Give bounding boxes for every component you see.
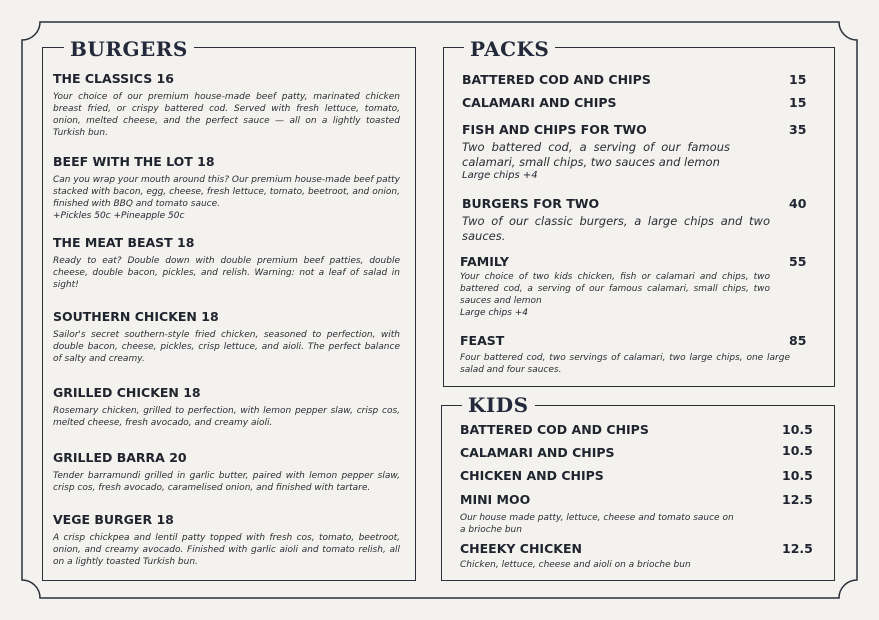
menu-item-grilled-barra	[53, 450, 400, 494]
menu-item-the-meat-beast	[53, 235, 400, 291]
item-price: 40	[789, 196, 807, 211]
item-name: BATTERED COD AND CHIPS	[462, 72, 651, 87]
item-name: FEAST	[460, 333, 505, 348]
packs-heading: PACKS	[464, 38, 555, 60]
item-name: BURGERS FOR TWO	[462, 196, 600, 211]
item-price: 12.5	[782, 541, 813, 556]
item-description: Ready to eat? Double down with double premium beef patties, double cheese, double bacon, pickles, and relish. Warning: not a leaf of salad in sight!	[53, 256, 400, 290]
item-price: 35	[789, 122, 807, 137]
item-name: MINI MOO	[460, 492, 531, 507]
pack-fish-and-chips-for-two	[462, 122, 730, 182]
kids-mini-moo	[460, 492, 735, 536]
item-description: Rosemary chicken, grilled to perfection, with lemon pepper slaw, crisp cos, melted cheese, fresh avocado, and creamy aioli.	[53, 406, 400, 428]
item-description: Your choice of our premium house-made beef patty, marinated chicken breast fried, or crispy battered cod. Served with fresh lettuce, tomato, onion, melted cheese, and the perfect sauce — all on a lightly toasted Turkish bun.	[53, 92, 400, 138]
item-name: THE CLASSICS 16	[53, 71, 174, 86]
item-description: Your choice of two kids chicken, fish or calamari and chips, two battered cod, a serving of our famous calamari, small chips, two sauces and lemon	[460, 272, 770, 306]
kids-cheeky-chicken	[460, 541, 760, 571]
item-price: 85	[789, 333, 807, 348]
item-name: BEEF WITH THE LOT 18	[53, 154, 215, 169]
kids-heading: KIDS	[462, 394, 535, 416]
item-name: CHEEKY CHICKEN	[460, 541, 582, 556]
kids-calamari-and-chips	[460, 445, 760, 461]
item-extras: +Pickles 50c +Pineapple 50c	[53, 211, 185, 221]
item-description: Chicken, lettuce, cheese and aioli on a brioche bun	[460, 560, 691, 570]
item-price: 10.5	[782, 422, 813, 437]
item-price: 12.5	[782, 492, 813, 507]
item-extras: Large chips +4	[462, 170, 538, 181]
item-name: VEGE BURGER 18	[53, 512, 174, 527]
item-name: FISH AND CHIPS FOR TWO	[462, 122, 647, 137]
item-price: 10.5	[782, 468, 813, 483]
item-name: GRILLED CHICKEN 18	[53, 385, 201, 400]
item-name: THE MEAT BEAST 18	[53, 235, 195, 250]
item-price: 55	[789, 254, 807, 269]
item-description: Can you wrap your mouth around this? Our premium house-made beef patty stacked with bacon, egg, cheese, fresh lettuce, tomato, beetroot, and onion, finished with BBQ and tomato sauce.	[53, 175, 400, 209]
item-name: CALAMARI AND CHIPS	[460, 445, 615, 460]
kids-chicken-and-chips	[460, 468, 760, 484]
item-name: SOUTHERN CHICKEN 18	[53, 309, 219, 324]
item-description: Sailor's secret southern-style fried chicken, seasoned to perfection, with double bacon, cheese, pickles, crisp lettuce, and aioli. The perfect balance of salty and creamy.	[53, 330, 400, 364]
menu-item-vege-burger	[53, 512, 400, 568]
kids-battered-cod-and-chips	[460, 422, 760, 438]
item-description: Our house made patty, lettuce, cheese and tomato sauce on a brioche bun	[460, 513, 734, 535]
item-name: BATTERED COD AND CHIPS	[460, 422, 649, 437]
menu-item-beef-with-the-lot	[53, 154, 400, 222]
item-extras: Large chips +4	[460, 308, 529, 318]
item-description: Two battered cod, a serving of our famous calamari, small chips, two sauces and lemon	[462, 140, 730, 169]
pack-feast	[460, 333, 790, 376]
pack-burgers-for-two	[462, 196, 770, 244]
pack-family	[460, 254, 770, 319]
item-name: GRILLED BARRA 20	[53, 450, 187, 465]
pack-battered-cod-and-chips	[462, 72, 782, 88]
pack-calamari-and-chips	[462, 95, 782, 111]
item-price: 15	[789, 72, 807, 87]
item-description: Tender barramundi grilled in garlic butter, paired with lemon pepper slaw, crisp cos, fresh avocado, caramelised onion, and finished with tartare.	[53, 471, 400, 493]
item-price: 10.5	[782, 443, 813, 458]
item-description: Two of our classic burgers, a large chips and two sauces.	[462, 214, 770, 243]
item-description: Four battered cod, two servings of calamari, two large chips, one large salad and four sauces.	[460, 353, 790, 375]
menu-item-the-classics	[53, 71, 400, 139]
menu-item-grilled-chicken	[53, 385, 400, 429]
item-name: CALAMARI AND CHIPS	[462, 95, 617, 110]
item-description: A crisp chickpea and lentil patty topped with fresh cos, tomato, beetroot, onion, and creamy avocado. Finished with garlic aioli and tomato relish, all on a lightly toasted Turkish bun.	[53, 533, 400, 567]
item-name: CHICKEN AND CHIPS	[460, 468, 604, 483]
burgers-heading: BURGERS	[64, 38, 194, 60]
item-price: 15	[789, 95, 807, 110]
menu-item-southern-chicken	[53, 309, 400, 365]
item-name: FAMILY	[460, 254, 509, 269]
